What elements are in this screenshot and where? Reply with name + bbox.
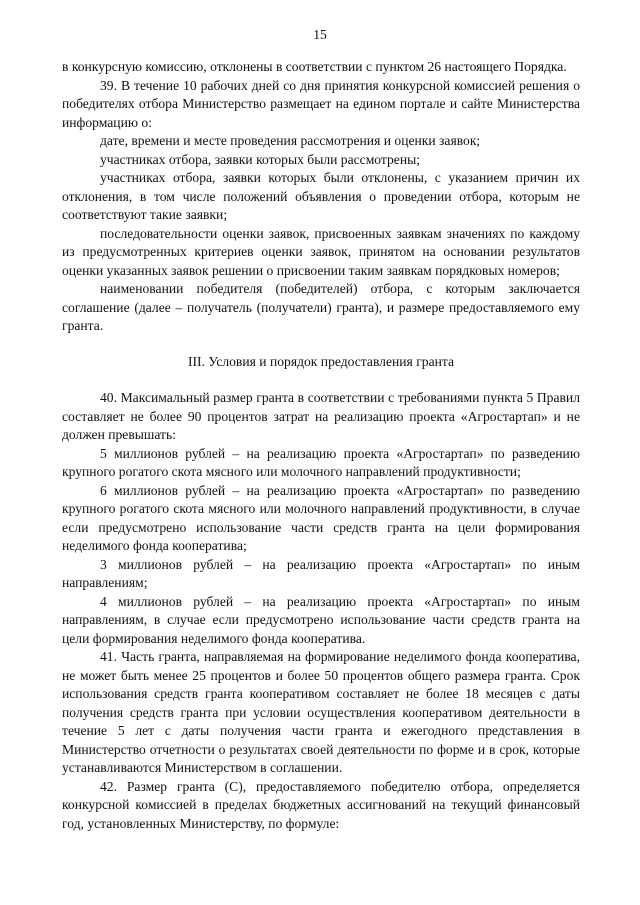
list-item-date: дате, времени и месте проведения рассмотрения и оценки заявок; — [100, 133, 481, 148]
list-item-reviewed: участниках отбора, заявки которых были рассмотрены; — [100, 151, 421, 167]
list-item-4-million: 4 миллионов рублей – на реализацию проекта «Агростартап» по иным направлениям, в случае если предусмотрено использование части средств гранта на цели формирования неделимого фонда кооператива. — [62, 593, 580, 646]
paragraph-continuation: в конкурсную комиссию, отклонены в соответствии с пунктом 26 настоящего Порядка. — [62, 59, 567, 74]
paragraph-40: 40. Максимальный размер гранта в соответствии с требованиями пункта 5 Правил составляет не более 90 процентов затрат на реализацию проекта «Агростартап» и не должен превышать: — [62, 390, 580, 442]
list-item-3-million: 3 миллионов рублей – на реализацию проекта «Агростартап» по иным направлениям; — [62, 556, 580, 590]
list-item-winner: наименовании победителя (победителей) отбора, с которым заключается соглашение (далее – получатель (получатели) гранта), и размере предоставляемого ему гранта. — [62, 281, 580, 333]
document-body — [62, 58, 580, 833]
list-item-sequence: последовательности оценки заявок, присвоенных заявкам значениях по каждому из предусмотренных критериев оценки заявок, принятом на основании результатов оценки указанных заявок решении о присвоении таким заявкам порядковых номеров; — [62, 225, 580, 278]
paragraph-41: 41. Часть гранта, направляемая на формирование неделимого фонда кооператива, не может быть менее 25 процентов и более 50 процентов общего размера гранта. Срок использования средств гранта кооперативом составляет не более 18 месяцев с даты получения средств гранта при условии осуществления кооперативом деятельности в течение 5 лет с даты получения части гранта и ежегодного представления в Министерство отчетности о результатах своей деятельности по форме и в срок, которые устанавливаются Министерством в соглашении. — [62, 649, 580, 775]
list-item-6-million: 6 миллионов рублей – на реализацию проекта «Агростартап» по разведению крупного рогатого скота мясного или молочного направлений продуктивности, в случае если предусмотрено использование части средств гранта на цели формирования неделимого фонда кооператива; — [62, 482, 580, 553]
page-number: 15 — [313, 27, 327, 42]
list-item-rejected: участниках отбора, заявки которых были отклонены, с указанием причин их отклонения, в том числе положений объявления о проведении отбора, которым не соответствуют такие заявки; — [62, 170, 580, 222]
section-title: III. Условия и порядок предоставления гранта — [187, 353, 455, 369]
paragraph-42: 42. Размер гранта (С), предоставляемого победителю отбора, определяется конкурсной комиссией в пределах бюджетных ассигнований на текущий финансовый год, установленных Министерству, по формуле: — [62, 778, 580, 831]
paragraph-39: 39. В течение 10 рабочих дней со дня принятия конкурсной комиссией решения о победителях отбора Министерство размещает на едином портале и сайте Министерства информацию о: — [62, 77, 580, 130]
list-item-5-million: 5 миллионов рублей – на реализацию проекта «Агростартап» по разведению крупного рогатого скота мясного или молочного направлений продуктивности; — [62, 445, 580, 479]
